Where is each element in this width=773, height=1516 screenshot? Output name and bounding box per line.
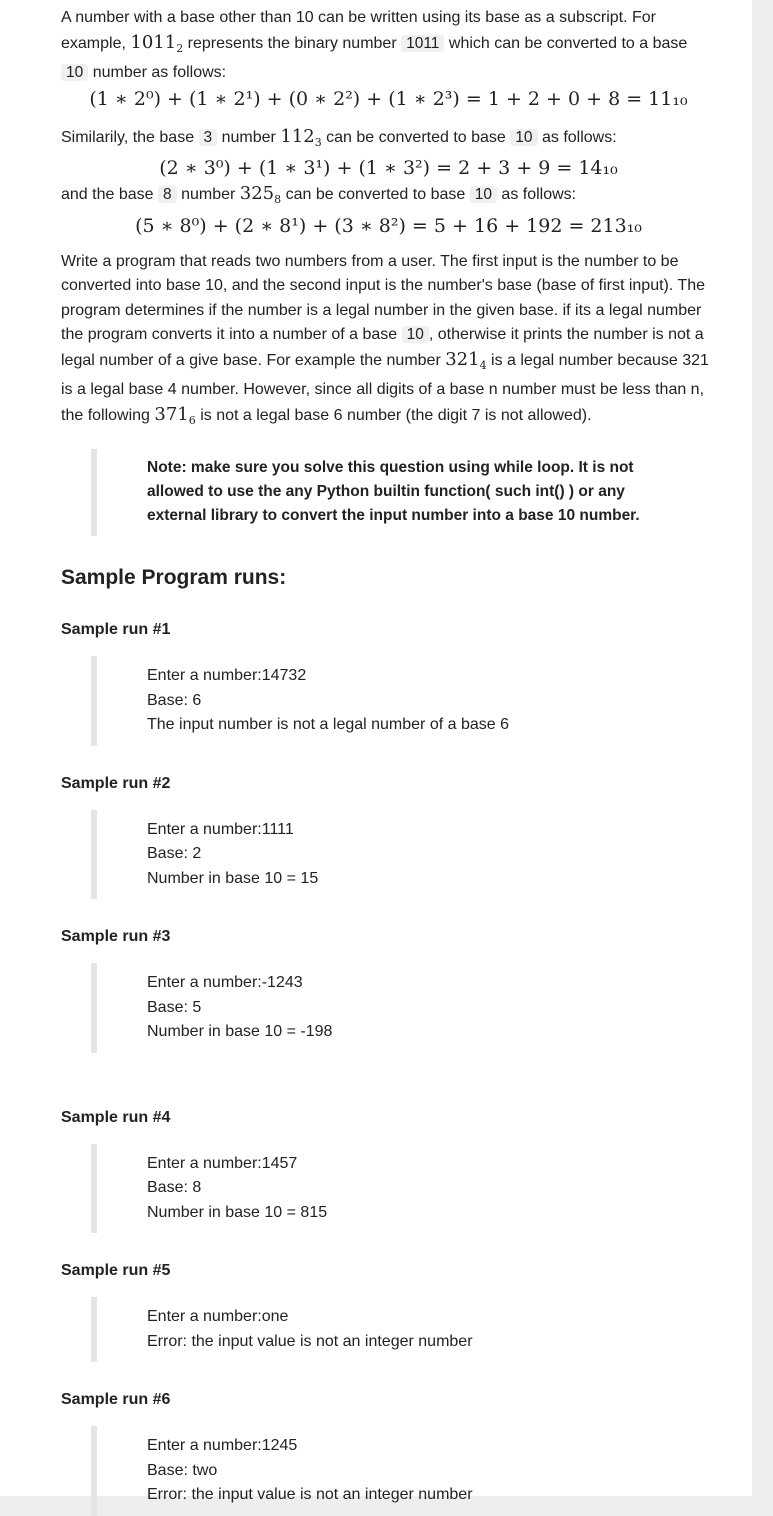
intro-paragraph-2: Similarily, the base 3 number $112_3$ can be converted to base 10 as follows:: [61, 125, 617, 149]
sample-run-title: Sample run #1: [61, 621, 171, 638]
output-line: Enter a number:-1243: [147, 974, 303, 991]
inline-code: 3: [199, 129, 218, 146]
output-line: Enter a number:1245: [147, 1437, 298, 1454]
sample-run-title: Sample run #3: [61, 928, 171, 945]
math-example-base4: $321_4$: [445, 348, 487, 372]
output-line: Number in base 10 = -198: [147, 1023, 333, 1040]
equation-2: (2 ∗ 3⁰) + (1 ∗ 3¹) + (1 ∗ 3²) = 2 + 3 + 9 = 14₁₀: [159, 157, 618, 179]
math-example-binary: $1011_2$: [130, 31, 184, 55]
sample-run-output: [91, 810, 716, 900]
output-line: Error: the input value is not an integer number: [147, 1486, 473, 1503]
inline-code: 8: [158, 186, 177, 203]
output-line: Base: two: [147, 1461, 218, 1479]
math-example-base3: $112_3$: [280, 125, 322, 149]
output-line: Base: 8: [147, 1179, 202, 1196]
inline-code: 1011: [401, 35, 444, 52]
output-line: Enter a number:1111: [147, 820, 294, 838]
output-line: Enter a number:14732: [147, 667, 307, 684]
inline-code: 10: [470, 186, 497, 203]
text: represents the binary number: [187, 34, 397, 52]
task-description: Write a program that reads two numbers from a user. The first input is the number to be converted into base 10, and the second input is the number's base (base of first input). The program determines if the number is a legal number in the given base. if its a legal number the program converts it into a number of a base 10 , otherwise it prints the number is not a legal number of a give base. For example the number $321_4$ is a legal number because 321 is a legal base 4 number. However, since all digits of a base n number must be less than n, the following $371_6$ is not a legal base 6 number (the digit 7 is not allowed).: [61, 252, 709, 427]
math-example-base8: $325_8$: [239, 183, 282, 206]
sample-run-title: Sample run #2: [61, 774, 171, 792]
sample-runs: [61, 619, 716, 1516]
inline-code: 10: [510, 129, 537, 146]
sample-run-output: [91, 1297, 716, 1362]
output-line: Enter a number:1457: [147, 1154, 298, 1172]
sample-run-title: Sample run #4: [61, 1108, 171, 1126]
inline-code: 10: [61, 64, 88, 81]
inline-code: 10: [402, 326, 429, 343]
sample-run-title: Sample run #6: [61, 1391, 171, 1408]
sample-run-title: Sample run #5: [61, 1262, 171, 1279]
sample-run-output: [91, 963, 716, 1053]
intro-paragraph-3: and the base 8 number $325_8$ can be converted to base 10 as follows:: [61, 183, 577, 206]
note-blockquote: Note: make sure you solve this question using while loop. It is not allowed to use the any Python builtin function( such int() ) or any external library to convert the input number into a base 10 number.: [91, 449, 716, 536]
sample-run-output: [91, 1144, 716, 1234]
samples-heading: Sample Program runs:: [61, 566, 287, 589]
equation-1: (1 ∗ 2⁰) + (1 ∗ 2¹) + (0 ∗ 2²) + (1 ∗ 2³) = 1 + 2 + 0 + 8 = 11₁₀: [89, 87, 688, 110]
sample-run-output: [91, 1426, 716, 1516]
text: number as follows:: [92, 64, 227, 81]
intro-paragraph-1: [61, 6, 716, 86]
output-line: Base: 5: [147, 998, 202, 1016]
output-line: Base: 6: [147, 691, 202, 709]
output-line: Base: 2: [147, 845, 202, 862]
text: which can be converted to a base: [448, 34, 688, 52]
sample-run-output: [91, 656, 716, 746]
output-line: Number in base 10 = 815: [147, 1203, 328, 1221]
text: A number with a base other than 10 can be written using its base as a subscript. For example,: [61, 9, 656, 52]
output-line: Error: the input value is not an integer number: [147, 1332, 473, 1350]
equation-3: (5 ∗ 8⁰) + (2 ∗ 8¹) + (3 ∗ 8²) = 5 + 16 + 192 = 213₁₀: [135, 214, 642, 237]
output-line: The input number is not a legal number of a base 6: [147, 716, 509, 733]
math-example-base6: $371_6$: [154, 403, 196, 427]
output-line: Number in base 10 = 15: [147, 869, 319, 887]
output-line: Enter a number:one: [147, 1308, 289, 1325]
